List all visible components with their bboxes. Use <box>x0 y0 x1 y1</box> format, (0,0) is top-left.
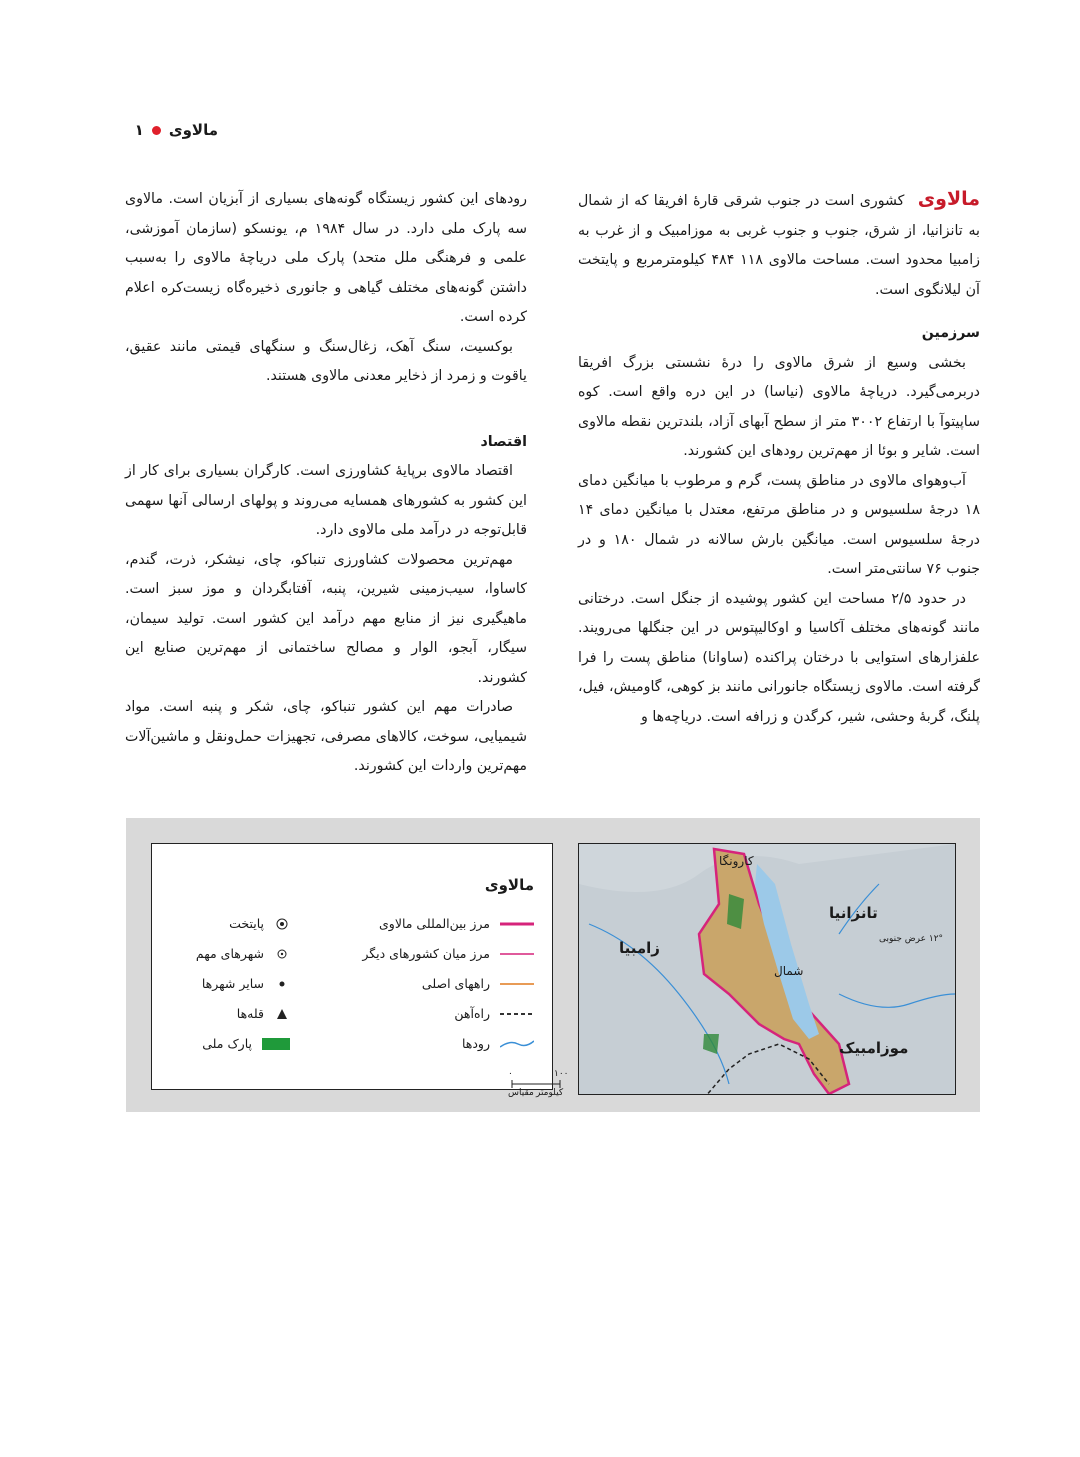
river-line-icon <box>500 1038 534 1050</box>
legend-title: مالاوی <box>484 876 534 894</box>
right-column <box>578 185 980 732</box>
legend-item-major-city: شهرهای مهم <box>196 946 290 961</box>
peak-icon <box>274 1008 290 1020</box>
city-icon <box>274 978 290 990</box>
paragraph: مهم‌ترین محصولات کشاورزی تنباکو، چای، نیشکر، ذرت، گندم، کاساوا، سیب‌زمینی شیرین، پنبه، آفتابگردان و موز سبز است. ماهیگیری نیز از منابع مهم درآمد این کشور است. تولید سیمان، سیگار، آبجو، الوار و مصالح ساختمانی از مهم‌ترین صنایع این کشورند. <box>125 551 527 686</box>
page-header <box>118 118 218 142</box>
paragraph: بوکسیت، سنگ آهک، زغال‌سنگ و سنگهای قیمتی مانند عقیق، یاقوت و زمرد از ذخایر معدنی مالاوی هستند. <box>125 338 527 384</box>
paragraph: آب‌وهوای مالاوی در مناطق پست، گرم و مرطوب با میانگین دمای ۱۸ درجهٔ سلسیوس و در مناطق مرتفع، معتدل با میانگین دمای ۱۴ درجهٔ سلسیوس است. میانگین بارش سالانه در شمال ۱۸۰ و در جنوب ۷۶ سانتی‌متر است. <box>578 472 980 577</box>
legend-item-other-border: مرز میان کشورهای دیگر <box>362 946 534 961</box>
malawi-map <box>578 843 956 1095</box>
railway-line-icon <box>500 1008 534 1020</box>
paragraph: صادرات مهم این کشور تنباکو، چای، شکر و پنبه است. مواد شیمیایی، سوخت، کالاهای مصرفی، تجهیزات حمل‌ونقل و ماشین‌آلات مهم‌ترین واردات این کشورند. <box>125 699 527 774</box>
section-heading-economy: اقتصاد <box>480 433 527 450</box>
legend-item-roads: راههای اصلی <box>422 976 534 991</box>
city-karonga: کارونگا <box>719 854 754 868</box>
legend-item-railway: راه‌آهن <box>454 1006 534 1021</box>
left-column <box>125 185 527 782</box>
label-zambia: زامبیا <box>619 939 660 957</box>
legend-item-peak: قله‌ها <box>237 1006 290 1021</box>
bullet-dot-icon <box>152 126 161 135</box>
paragraph: بخشی وسیع از شرق مالاوی را درهٔ نشستی بزرگ افریقا دربرمی‌گیرد. دریاچهٔ مالاوی (نیاسا) در این دره واقع است. کوه ساپیتوآ با ارتفاع ۳۰۰۲ متر از سطح آبهای آزاد، بلندترین نقطه مالاوی است. شایر و بوئا از مهم‌ترین رودهای این کشورند. <box>578 354 980 459</box>
paragraph: در حدود ۲/۵ مساحت این کشور پوشیده از جنگل است. درختانی مانند گونه‌های مختلف آکاسیا و اوکالیپتوس در این جنگلها می‌رویند. علفزارهای استوایی با درختان پراکنده (ساوانا) مناطق پست را فرا گرفته است. مالاوی زیستگاه جانورانی مانند بز کوهی، گاومیش، فیل، پلنگ، گربهٔ وحشی، شیر، کرگدن و زرافه است. دریاچه‌ها و <box>578 590 980 725</box>
map-legend <box>151 843 553 1090</box>
north-arrow-label: شمال <box>774 964 804 978</box>
paragraph: رودهای این کشور زیستگاه گونه‌های بسیاری از آبزیان است. مالاوی سه پارک ملی دارد. در سال ۱۹۸۴ م، یونسکو (سازمان آموزشی، علمی و فرهنگی ملل متحد) پارک ملی دریاچهٔ مالاوی را به‌سبب داشتن گونه‌های مختلف گیاهی و جانوری ذخیره‌گاه زیست‌کره اعلام کرده است. <box>125 191 527 325</box>
label-tanzania: تانزانیا <box>829 904 878 922</box>
capital-icon <box>274 918 290 930</box>
page-title: مالاوی <box>168 121 218 139</box>
border-line-icon <box>500 948 534 960</box>
legend-item-national-park: پارک ملی <box>202 1036 290 1051</box>
park-icon <box>262 1038 290 1050</box>
map-scale: ۱۰۰ ۰ کیلومتر مقیاس <box>508 1069 569 1098</box>
border-line-icon <box>500 918 534 930</box>
page-number: ۱ <box>134 121 144 139</box>
legend-item-city: سایر شهرها <box>202 976 290 991</box>
road-line-icon <box>500 978 534 990</box>
label-mozambique-east: موزامبیک <box>839 1039 909 1057</box>
lead-word: مالاوی <box>917 188 980 210</box>
intro-paragraph <box>578 185 980 305</box>
major-city-icon <box>274 948 290 960</box>
paragraph: اقتصاد مالاوی برپایهٔ کشاورزی است. کارگران بسیاری برای کار از این کشور به کشورهای همسایه می‌روند و پولهای ارسالی آنها سهمی قابل‌توجه در درآمد ملی مالاوی دارد. <box>125 463 527 538</box>
intro-text: کشوری است در جنوب شرقی قارهٔ افریقا که از شمال به تانزانیا، از شرق، جنوب و جنوب غربی به موزامبیک و از غرب به زامبیا محدود است. مساحت مالاوی ۱۱۸ ۴۸۴ کیلومترمربع و پایتخت آن لیلانگوی است. <box>578 193 980 298</box>
legend-item-capital: پایتخت <box>229 916 290 931</box>
legend-item-rivers: رودها <box>462 1036 534 1051</box>
latitude-label: ۱۲° عرض جنوبی <box>879 934 944 944</box>
legend-item-international-border: مرز بین‌المللی مالاوی <box>379 916 534 931</box>
section-heading-land: سرزمین <box>921 325 980 341</box>
